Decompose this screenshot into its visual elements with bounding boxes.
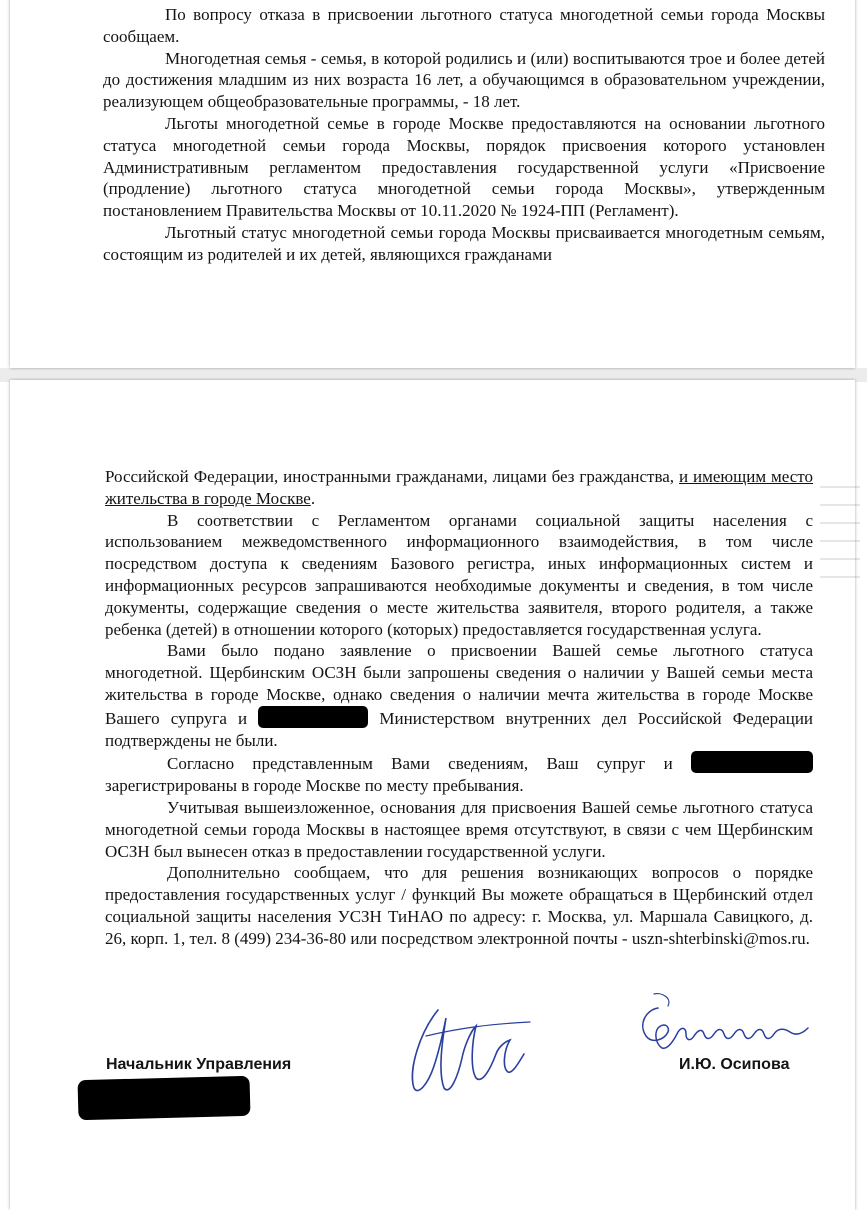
paragraph: Льготы многодетной семье в городе Москве предоставляются на основании льготного статуса многодетной семьи города Москвы, порядок присвоения которого установлен Административным регламентом предоставления государственной услуги «Присвоение (продление) льготного статуса многодетной семьи города Москвы», утвержденным постановлением Правительства Москвы от 10.11.2020 № 1924-ПП (Регламент). [103,113,825,221]
redaction-bar [78,1076,251,1120]
paragraph: Льготный статус многодетной семьи города Москвы присваивается многодетным семьям, состоящим из родителей и их детей, являющихся гражданами [103,222,825,264]
paragraph: Дополнительно сообщаем, что для решения возникающих вопросов о порядке предоставления государственных услуг / функций Вы можете обращаться в Щербинский отдел социальной защиты населения УСЗН ТиНАО по адресу: г. Москва, ул. Маршала Савицкого, д. 26, корп. 1, тел. 8 (499) 234-36-80 или посредством электронной почты - uszn-shterbinski@mos.ru. [105,863,813,948]
paragraph: Многодетная семья - семья, в которой родились и (или) воспитываются трое и более детей до достижения младшим из них возраста 16 лет, а обучающимся в образовательном учреждении, реализующем общеобразовательные программы, - 18 лет. [103,48,825,112]
handwritten-signature [400,992,540,1102]
text-fragment: Согласно представленным Вами сведениям, Ваш супруг и [167,754,673,774]
letter-text-page-2 [105,466,813,950]
paragraph [105,751,813,797]
signatory-role: Начальник Управления [106,1056,292,1073]
handwritten-signature [628,988,818,1060]
paragraph: Учитывая вышеизложенное, основания для присвоения Вашей семье льготного статуса многодетной семьи города Москвы в настоящее время отсутствуют, в связи с чем Щербинским ОСЗН был вынесен отказ в предоставлении государственной услуги. [105,797,813,861]
bleed-through-text [820,470,860,1170]
letter-text-page-1 [103,4,825,266]
paragraph [105,640,813,751]
paragraph: По вопросу отказа в присвоении льготного статуса многодетной семьи города Москвы сообщаем. [103,5,825,46]
underlined-text: и имеющим место жительства в городе Москве [105,467,813,508]
text-fragment: зарегистрированы в городе Москве по месту пребывания. [105,776,524,796]
text-fragment: Российской Федерации, иностранными гражданами, лицами без гражданства, [105,467,675,486]
signatory-name: И.Ю. Осипова [679,1056,790,1073]
paragraph [105,466,813,510]
redaction-bar [258,706,368,728]
text-fragment: . [310,488,316,508]
text-fragment: Вами было подано заявление о присвоении Вашей семье льготного статуса многодетной. Щербинским ОСЗН были запрошены сведения о наличии у Вашей семьи места жительства в городе Москве, однако сведения о наличии мечта жительства в городе Москве Вашего супруга и [105,641,813,728]
redaction-bar [691,751,813,773]
text-fragment: Министерством внутренних дел Российской Федерации подтверждены не были. [105,708,814,750]
paragraph: В соответствии с Регламентом органами социальной защиты населения с использованием межведомственного информационного взаимодействия, в том числе посредством доступа к сведениям Базового регистра, иных информационных систем и информационных ресурсов запрашиваются необходимые документы и сведения, в том числе документы, содержащие сведения о месте жительства заявителя, второго родителя, а также ребенка (детей) в отношении которого (которых) предоставляется государственная услуга. [105,510,813,639]
